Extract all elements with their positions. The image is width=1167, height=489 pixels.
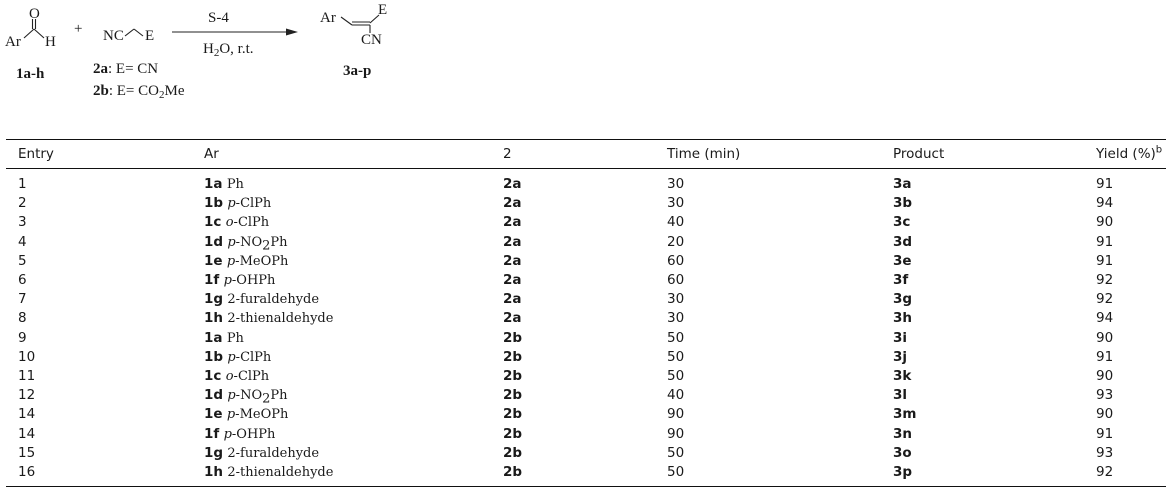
cell-time: 60	[667, 252, 685, 269]
cell-yield: 94	[1096, 310, 1114, 327]
cell-product: 3k	[893, 368, 912, 385]
ar-name: MeOPh	[239, 253, 289, 269]
cell-ar	[192, 252, 491, 271]
cell-ar	[192, 169, 491, 195]
cell-entry: 14	[18, 406, 36, 423]
table-row	[6, 367, 1166, 386]
cell-time: 50	[667, 348, 685, 365]
cell-reagent: 2b	[503, 406, 523, 423]
cell-ar	[192, 367, 491, 386]
cell-yield: 90	[1096, 329, 1114, 346]
cell-product: 3a	[893, 176, 912, 192]
cell-entry: 8	[18, 310, 27, 327]
cell-entry: 15	[18, 444, 36, 461]
cell-product: 3i	[893, 329, 908, 346]
ar-compound-code: 1f	[204, 272, 220, 289]
cell-ar	[192, 329, 491, 348]
yield-footnote-marker: b	[1155, 144, 1163, 156]
table-row	[6, 405, 1166, 424]
cell-ar	[192, 405, 491, 424]
ar-compound-code: 1e	[204, 252, 223, 269]
ar-position-prefix: p-	[227, 349, 241, 365]
aldehyde-oxygen: O	[29, 6, 40, 22]
cell-ar	[192, 348, 491, 367]
cell-reagent: 2b	[503, 329, 523, 346]
ar-compound-code: 1e	[204, 406, 223, 423]
ar-position-prefix: p-	[223, 426, 237, 442]
cell-time: 90	[667, 406, 685, 423]
cell-time: 30	[667, 176, 685, 192]
cell-entry: 12	[18, 387, 36, 404]
table-row	[6, 271, 1166, 290]
cell-yield: 91	[1096, 348, 1114, 365]
cell-ar	[192, 386, 491, 405]
cell-product: 3j	[893, 348, 908, 365]
ar-name: Ph	[226, 177, 244, 192]
cell-reagent: 2b	[503, 425, 523, 442]
cell-yield: 90	[1096, 406, 1114, 423]
ar-compound-code: 1h	[204, 464, 224, 481]
product-e: E	[378, 2, 388, 18]
cell-reagent: 2b	[503, 444, 523, 461]
cell-reagent: 2b	[503, 464, 523, 481]
cell-time: 40	[667, 387, 685, 404]
cell-reagent: 2a	[503, 291, 522, 308]
ar-name: 2-furaldehyde	[227, 445, 320, 461]
cell-entry: 14	[18, 425, 36, 442]
ar-compound-code: 1d	[204, 233, 224, 250]
table-row	[6, 329, 1166, 348]
table-row	[6, 386, 1166, 405]
ar-compound-code: 1b	[204, 348, 224, 365]
ar-suffix: Ph	[270, 234, 288, 250]
ar-name: Ph	[226, 330, 244, 346]
ar-subscript: 2	[262, 238, 271, 254]
cell-ar	[192, 444, 491, 463]
reaction-scheme	[0, 0, 1167, 110]
ar-compound-code: 1a	[204, 329, 223, 346]
cell-reagent: 2a	[503, 252, 522, 269]
cell-time: 30	[667, 195, 685, 212]
cell-yield: 94	[1096, 195, 1114, 212]
table-row	[6, 425, 1166, 444]
aldehyde-ar: Ar	[5, 34, 21, 50]
cell-reagent: 2a	[503, 233, 522, 250]
cell-yield: 91	[1096, 252, 1114, 269]
cell-reagent: 2a	[503, 176, 522, 192]
header-entry: Entry	[18, 146, 54, 162]
ar-position-prefix: p-	[227, 196, 241, 212]
ar-name: NO	[240, 388, 263, 404]
header-reagent: 2	[503, 146, 512, 162]
product-ar: Ar	[320, 10, 336, 26]
cell-product: 3d	[893, 233, 913, 250]
ar-subscript: 2	[262, 391, 271, 407]
cell-reagent: 2b	[503, 368, 523, 385]
cell-entry: 16	[18, 464, 36, 481]
cell-entry: 7	[18, 291, 27, 308]
cell-time: 60	[667, 272, 685, 289]
ar-name: 2-furaldehyde	[227, 292, 320, 308]
nitrile-nc: NC	[103, 28, 124, 44]
cell-time: 50	[667, 368, 685, 385]
ar-position-prefix: o-	[225, 215, 238, 231]
ar-compound-code: 1h	[204, 310, 224, 327]
reagent-2a-definition: 2a: E= CN	[93, 61, 159, 77]
cell-entry: 9	[18, 329, 27, 346]
cell-time: 50	[667, 329, 685, 346]
ar-name: NO	[240, 234, 263, 250]
cell-reagent: 2b	[503, 387, 523, 404]
cell-reagent: 2a	[503, 272, 522, 289]
cell-entry: 6	[18, 272, 27, 289]
cell-product: 3p	[893, 464, 913, 481]
plus-sign: +	[74, 21, 83, 37]
ar-position-prefix: p-	[226, 407, 240, 423]
table-row	[6, 194, 1166, 213]
header-row	[6, 140, 1166, 169]
cell-ar	[192, 290, 491, 309]
cell-time: 20	[667, 233, 685, 250]
cell-ar	[192, 463, 491, 487]
cell-product: 3f	[893, 272, 909, 289]
table-row	[6, 348, 1166, 367]
table-row	[6, 309, 1166, 328]
cell-yield: 93	[1096, 387, 1114, 404]
cell-product: 3b	[893, 195, 913, 212]
ar-compound-code: 1a	[204, 176, 223, 192]
table-row	[6, 290, 1166, 309]
cell-ar	[192, 233, 491, 252]
header-ar: Ar	[204, 146, 219, 162]
catalyst-label: S-4	[208, 10, 229, 26]
table-row	[6, 233, 1166, 252]
cell-ar	[192, 309, 491, 328]
cell-entry: 5	[18, 252, 27, 269]
cell-product: 3o	[893, 444, 912, 461]
header-product: Product	[893, 146, 945, 162]
cell-time: 30	[667, 291, 685, 308]
cell-yield: 93	[1096, 444, 1114, 461]
cell-product: 3c	[893, 214, 911, 231]
cell-product: 3g	[893, 291, 913, 308]
ar-name: OHPh	[236, 273, 276, 289]
ar-position-prefix: p-	[226, 253, 240, 269]
cell-yield: 92	[1096, 464, 1114, 481]
table-row	[6, 213, 1166, 232]
ar-position-prefix: p-	[227, 388, 241, 404]
aldehyde-label: 1a-h	[16, 66, 45, 82]
header-time: Time (min)	[667, 146, 741, 162]
cell-entry: 11	[18, 368, 36, 385]
cell-product: 3l	[893, 387, 908, 404]
ar-name: ClPh	[240, 196, 272, 212]
ar-position-prefix: o-	[225, 369, 238, 385]
cell-time: 30	[667, 310, 685, 327]
ar-name: MeOPh	[239, 407, 289, 423]
ar-name: ClPh	[237, 369, 270, 385]
ar-compound-code: 1d	[204, 387, 224, 404]
product-label: 3a-p	[343, 63, 372, 79]
cell-ar	[192, 271, 491, 290]
cell-product: 3h	[893, 310, 913, 327]
ar-suffix: Ph	[270, 388, 288, 404]
cell-ar	[192, 213, 491, 232]
ar-name: 2-thienaldehyde	[227, 465, 334, 481]
cell-product: 3m	[893, 406, 917, 423]
ar-compound-code: 1b	[204, 195, 224, 212]
cell-yield: 90	[1096, 368, 1114, 385]
reagent-2b-definition: 2b: $E= CO_2Me$	[93, 83, 185, 101]
cell-entry: 4	[18, 233, 27, 250]
ar-compound-code: 1c	[204, 368, 222, 385]
cell-time: 90	[667, 425, 685, 442]
ar-name: OHPh	[236, 426, 276, 442]
cell-reagent: 2b	[503, 348, 523, 365]
ar-name: ClPh	[240, 349, 272, 365]
ar-position-prefix: p-	[227, 234, 241, 250]
cell-time: 50	[667, 444, 685, 461]
cell-yield: 92	[1096, 272, 1114, 289]
cell-yield: 91	[1096, 176, 1114, 192]
cell-entry: 3	[18, 214, 27, 231]
ar-compound-code: 1c	[204, 214, 222, 231]
aldehyde-h: H	[45, 34, 56, 50]
cell-ar	[192, 425, 491, 444]
ar-name: 2-thienaldehyde	[227, 311, 334, 327]
cell-yield: 91	[1096, 425, 1114, 442]
cell-yield: 91	[1096, 233, 1114, 250]
ar-compound-code: 1f	[204, 425, 220, 442]
cell-product: 3e	[893, 252, 912, 269]
cell-time: 50	[667, 464, 685, 481]
table-row	[6, 463, 1166, 487]
table-body	[6, 169, 1166, 487]
cell-reagent: 2a	[503, 195, 522, 212]
cell-yield: 90	[1096, 214, 1114, 231]
cell-ar	[192, 194, 491, 213]
cell-reagent: 2a	[503, 310, 522, 327]
table-row	[6, 444, 1166, 463]
cell-yield: 92	[1096, 291, 1114, 308]
ar-position-prefix: p-	[223, 273, 237, 289]
results-table	[6, 139, 1166, 487]
table-header	[6, 140, 1166, 169]
nitrile-e: E	[145, 28, 155, 44]
cell-product: 3n	[893, 425, 913, 442]
header-yield: Yield (%)$^b$	[1096, 144, 1163, 162]
cell-time: 40	[667, 214, 685, 231]
cell-entry: 1	[18, 176, 27, 192]
product-cn: CN	[361, 32, 382, 48]
ar-name: ClPh	[237, 215, 270, 231]
ar-compound-code: 1g	[204, 444, 224, 461]
solvent-label: $H_2O$, r.t.	[203, 41, 254, 59]
table-row	[6, 252, 1166, 271]
cell-reagent: 2a	[503, 214, 522, 231]
ar-compound-code: 1g	[204, 291, 224, 308]
cell-entry: 10	[18, 348, 36, 365]
cell-entry: 2	[18, 195, 27, 212]
table-row	[6, 169, 1166, 195]
